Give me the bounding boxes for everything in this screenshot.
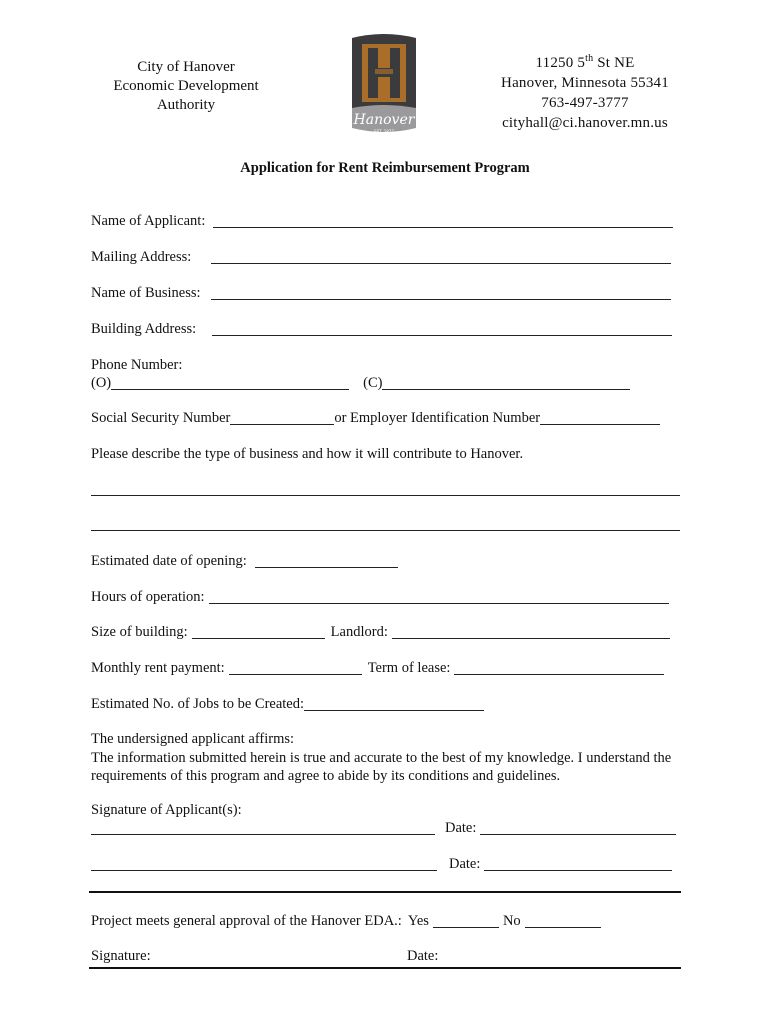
term-lease-field[interactable]: [454, 662, 664, 675]
signature-date-label-1: Date:: [445, 820, 477, 836]
approval-yes-label: Yes: [407, 913, 429, 929]
affirmation-body: The information submitted herein is true and accurate to the best of my knowledge. I understand the requirements of this program and agree to abide by its conditions and guidelines.: [91, 749, 672, 784]
describe-row: [91, 445, 523, 463]
business-name-label: Name of Business:: [91, 285, 201, 301]
opening-date-field[interactable]: [255, 555, 398, 568]
address-city: Hanover, Minnesota 55341: [501, 75, 669, 91]
mailing-address-label: Mailing Address:: [91, 249, 192, 265]
address-street: 11250 5th St NE: [535, 53, 635, 71]
signature-date-label-2: Date:: [449, 856, 481, 872]
ssn-field[interactable]: [230, 412, 334, 425]
ein-field[interactable]: [540, 412, 660, 425]
mailing-address-field[interactable]: [211, 251, 671, 264]
size-building-field[interactable]: [192, 626, 325, 639]
building-address-label: Building Address:: [91, 321, 197, 337]
monthly-rent-label: Monthly rent payment:: [91, 660, 225, 676]
approval-signature-line[interactable]: [89, 967, 681, 969]
section-divider: [89, 891, 681, 893]
business-name-row: [91, 284, 671, 302]
approval-date-row: [407, 947, 438, 965]
signature-label-row: [91, 801, 242, 819]
signature-field-2[interactable]: [91, 858, 437, 871]
phone-cell-label: (C): [363, 375, 383, 391]
size-landlord-row: [91, 623, 670, 641]
term-lease-label: Term of lease:: [367, 660, 451, 676]
approval-signature-label: Signature:: [91, 948, 151, 964]
rent-term-row: [91, 659, 664, 677]
approval-no-label: No: [502, 913, 521, 929]
phone-office-field[interactable]: [111, 377, 349, 390]
size-building-label: Size of building:: [91, 624, 188, 640]
contact-email[interactable]: cityhall@ci.hanover.mn.us: [502, 115, 668, 131]
phone-number-label: Phone Number:: [91, 357, 183, 373]
org-name-line-3: Authority: [156, 97, 216, 113]
monthly-rent-field[interactable]: [229, 662, 362, 675]
phone-office-label: (O): [91, 375, 112, 391]
describe-line-1[interactable]: [91, 495, 680, 496]
approval-label: Project meets general approval of the Hanover EDA.:: [91, 913, 402, 929]
applicant-name-label: Name of Applicant:: [91, 213, 206, 229]
org-name: [100, 58, 272, 115]
building-address-field[interactable]: [212, 323, 672, 336]
ein-label: or Employer Identification Number: [334, 410, 541, 426]
signature-date-field-1[interactable]: [480, 822, 676, 835]
phone-fields-row: [91, 374, 630, 392]
hanover-logo: [348, 32, 420, 136]
form-title: Application for Rent Reimbursement Program: [240, 160, 530, 176]
signature-field-1[interactable]: [91, 822, 435, 835]
business-name-field[interactable]: [211, 287, 671, 300]
applicant-name-field[interactable]: [213, 215, 673, 228]
contact-block: [480, 49, 690, 133]
hours-row: [91, 588, 669, 606]
logo-est: EST. 1877: [374, 129, 394, 134]
signature-line-2-row: [91, 855, 672, 873]
signature-date-field-2[interactable]: [484, 858, 672, 871]
describe-label: Please describe the type of business and how it will contribute to Hanover.: [91, 446, 524, 462]
phone-label-row: [91, 356, 182, 374]
approval-yes-field[interactable]: [433, 915, 499, 928]
hours-label: Hours of operation:: [91, 589, 205, 605]
ssn-label: Social Security Number: [91, 410, 231, 426]
approval-no-field[interactable]: [525, 915, 601, 928]
describe-line-2[interactable]: [91, 530, 680, 531]
building-address-row: [91, 320, 672, 338]
org-name-line-2: Economic Development: [113, 78, 259, 94]
phone-cell-field[interactable]: [382, 377, 630, 390]
affirmation: [91, 730, 711, 786]
jobs-label: Estimated No. of Jobs to be Created:: [91, 696, 305, 712]
mailing-address-row: [91, 248, 671, 266]
logo-wordmark: Hanover: [353, 112, 415, 128]
signature-applicant-label: Signature of Applicant(s):: [91, 802, 242, 818]
applicant-name-row: [91, 212, 673, 230]
landlord-label: Landlord:: [330, 624, 388, 640]
jobs-row: [91, 695, 484, 713]
opening-date-row: [91, 552, 398, 570]
landlord-field[interactable]: [392, 626, 670, 639]
signature-line-1-row: [91, 819, 676, 837]
approval-row: [91, 912, 601, 930]
tax-id-row: [91, 409, 660, 427]
approval-date-label: Date:: [407, 948, 439, 964]
opening-date-label: Estimated date of opening:: [91, 553, 247, 569]
jobs-field[interactable]: [304, 698, 484, 711]
affirmation-heading: The undersigned applicant affirms:: [91, 731, 295, 747]
hours-field[interactable]: [209, 591, 669, 604]
org-name-line-1: City of Hanover: [137, 59, 235, 75]
contact-phone: 763-497-3777: [541, 95, 629, 111]
approval-signature-row: [91, 947, 151, 965]
